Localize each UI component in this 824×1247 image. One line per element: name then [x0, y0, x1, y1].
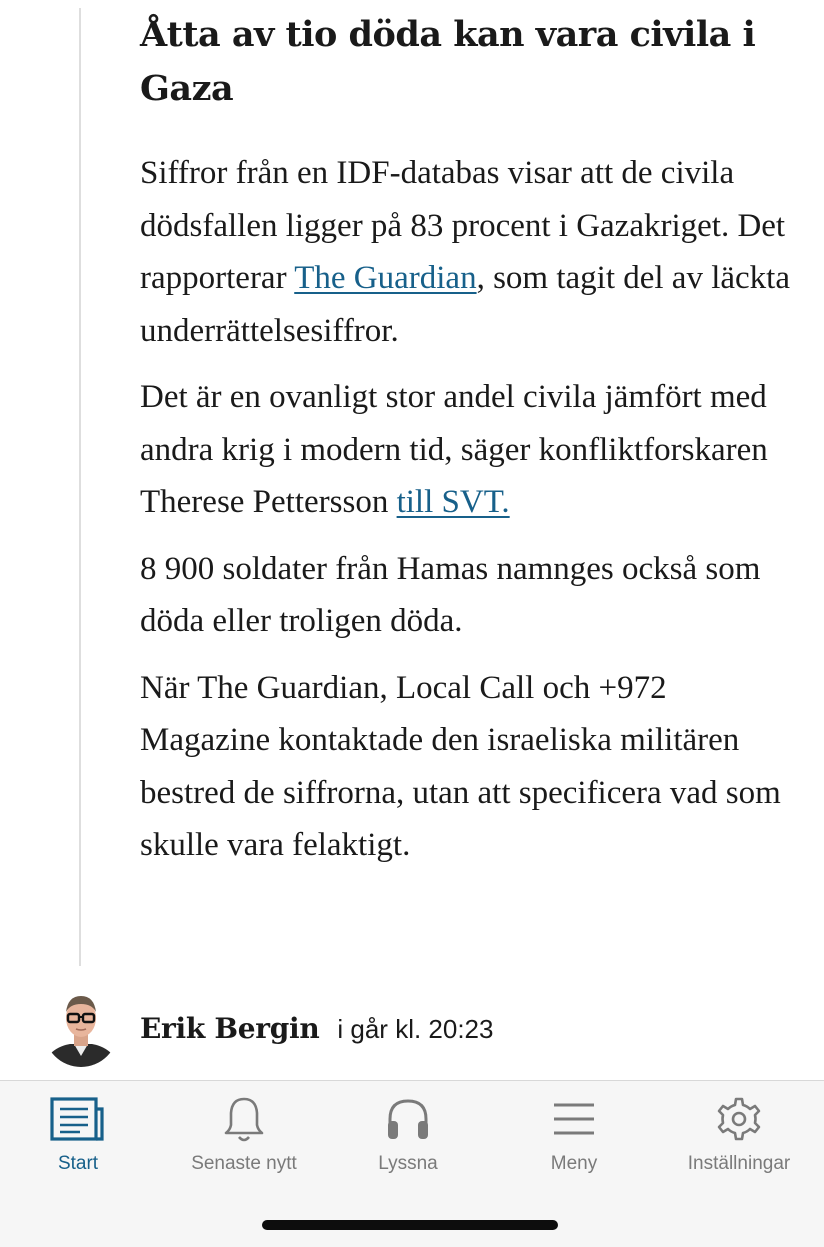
tab-label: Senaste nytt — [191, 1153, 297, 1174]
paragraph-text: Det är en ovanligt stor andel civila jämfört med andra krig i modern tid, säger konfliktforskaren Therese Pettersson — [140, 379, 768, 520]
tab-senaste-nytt[interactable] — [162, 1095, 326, 1185]
article-paragraph — [140, 147, 790, 357]
author-byline[interactable] — [44, 986, 493, 1070]
timeline-line — [79, 8, 81, 966]
tab-label: Meny — [550, 1153, 598, 1174]
article-headline: Åtta av tio döda kan vara civila i Gaza — [140, 14, 756, 109]
home-indicator[interactable] — [262, 1220, 558, 1230]
tab-label: Lyssna — [378, 1153, 438, 1174]
author-name: Erik Bergin — [140, 1011, 320, 1045]
article-paragraph: När The Guardian, Local Call och +972 Magazine kontaktade den israeliska militären bestred de siffrorna, utan att specificera vad som skulle vara felaktigt. — [140, 669, 781, 863]
article — [140, 8, 790, 872]
tab-label: Start — [57, 1153, 99, 1174]
menu-icon — [546, 1095, 602, 1145]
tab-label: Inställningar — [687, 1153, 791, 1174]
paragraph-text: Siffror från en IDF-databas visar att de civila dödsfallen ligger på 83 procent i Gazakriget. Det rapporterar — [140, 155, 786, 296]
avatar — [44, 986, 118, 1070]
article-paragraph: 8 900 soldater från Hamas namnges också som döda eller troligen döda. — [140, 550, 761, 639]
gear-icon — [711, 1095, 767, 1145]
headphones-icon — [380, 1095, 436, 1145]
tab-meny[interactable] — [492, 1095, 656, 1185]
tab-installningar[interactable] — [657, 1095, 821, 1185]
paragraph-text: , som tagit del av läckta underrättelsesiffror. — [140, 260, 790, 349]
bell-icon — [216, 1095, 272, 1145]
news-icon — [50, 1095, 106, 1145]
guardian-link[interactable]: The Guardian — [294, 260, 477, 296]
svt-link[interactable]: till SVT. — [396, 484, 510, 520]
tab-lyssna[interactable] — [326, 1095, 490, 1185]
publish-time: i går kl. 20:23 — [337, 1013, 494, 1044]
article-paragraph — [140, 371, 790, 529]
tab-start[interactable] — [0, 1095, 160, 1185]
